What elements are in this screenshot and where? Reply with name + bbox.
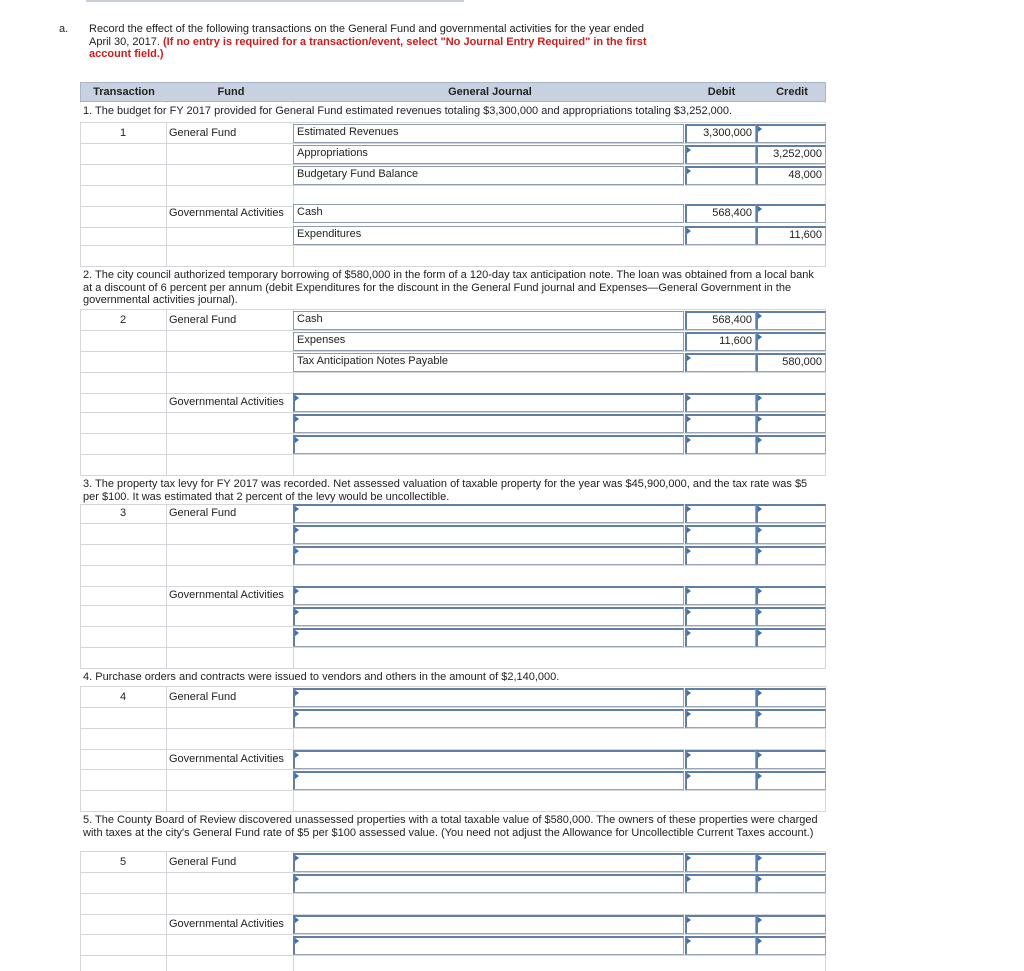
journal-row [80,852,826,873]
debit-field[interactable]: 3,300,000 [685,124,756,143]
credit-field[interactable] [756,586,826,605]
journal-row-empty [80,373,826,394]
journal-row-empty [80,648,826,669]
account-field[interactable] [293,607,684,626]
transaction-number: 2 [119,314,127,326]
fund-label: Governmental Activities [169,589,284,601]
account-field[interactable]: Cash [293,204,684,223]
credit-field[interactable]: 3,252,000 [756,145,826,164]
debit-field[interactable] [685,166,756,185]
fund-label: Governmental Activities [169,396,284,408]
credit-field[interactable] [756,771,826,790]
debit-field[interactable] [685,750,756,769]
journal-row-empty [80,246,826,267]
journal-row-empty [80,566,826,587]
credit-field[interactable]: 48,000 [756,166,826,185]
transaction-number: 1 [119,127,127,139]
transaction-2-description: 2. The city council authorized temporary borrowing of $580,000 in the form of a 120-day tax anticipation note. The loan was obtained from a local bank at a discount of 6 percent per annum (debit Expenditures for the discount in the General Fund journal and Expenses—General Government in the governmental activities journal). [80,267,826,310]
debit-field[interactable] [685,435,756,454]
journal-row [80,770,826,791]
account-field[interactable] [293,915,684,934]
transaction-1-description: 1. The budget for FY 2017 provided for General Fund estimated revenues totaling $3,300,000 and appropriations totaling $3,252,000. [80,103,826,123]
journal-row [80,203,826,224]
debit-field[interactable] [685,853,756,872]
account-field[interactable]: Cash [293,311,684,330]
journal-row [80,545,826,566]
debit-field[interactable] [685,504,756,523]
debit-field[interactable] [685,771,756,790]
credit-field[interactable] [756,936,826,955]
account-field[interactable] [293,414,684,433]
credit-field[interactable] [756,915,826,934]
account-field[interactable] [293,853,684,872]
journal-row [80,225,826,246]
credit-field[interactable] [756,311,826,330]
account-field[interactable] [293,750,684,769]
journal-row-empty [80,455,826,476]
credit-field[interactable]: 580,000 [756,353,826,372]
journal-header [80,82,826,102]
debit-field[interactable] [685,607,756,626]
debit-field[interactable] [685,525,756,544]
journal-row [80,935,826,956]
journal-row [80,606,826,627]
journal-row [80,708,826,729]
header-credit: Credit [776,86,808,98]
account-field[interactable]: Expenditures [293,226,684,245]
debit-field[interactable] [685,586,756,605]
question-label: a. [59,23,69,35]
account-field[interactable]: Estimated Revenues [293,124,684,143]
account-field[interactable] [293,628,684,647]
account-field[interactable]: Appropriations [293,145,684,164]
account-field[interactable] [293,435,684,454]
journal-row [80,627,826,648]
header-debit: Debit [707,86,736,98]
debit-field[interactable]: 568,400 [685,311,756,330]
journal-row [80,144,826,165]
credit-field[interactable] [756,688,826,707]
journal-row [80,413,826,434]
fund-label: Governmental Activities [169,918,284,930]
credit-field[interactable] [756,504,826,523]
account-field[interactable] [293,546,684,565]
debit-field[interactable] [685,709,756,728]
debit-field[interactable] [685,393,756,412]
journal-row [80,352,826,373]
debit-field[interactable] [685,353,756,372]
journal-row [80,749,826,770]
transaction-number: 4 [119,691,127,703]
credit-field[interactable]: 11,600 [756,226,826,245]
journal-row [80,165,826,186]
debit-field[interactable]: 11,600 [685,332,756,351]
debit-field[interactable] [685,226,756,245]
transaction-4-description: 4. Purchase orders and contracts were issued to vendors and others in the amount of $2,140,000. [80,669,826,687]
account-field[interactable]: Budgetary Fund Balance [293,166,684,185]
fund-label: Governmental Activities [169,753,284,765]
journal-row [80,524,826,545]
account-field[interactable] [293,771,684,790]
credit-field[interactable] [756,853,826,872]
journal-row [80,123,826,144]
account-field[interactable] [293,709,684,728]
header-transaction: Transaction [93,86,155,98]
credit-field[interactable] [756,546,826,565]
account-field[interactable] [293,936,684,955]
journal-row-empty [80,894,826,915]
transaction-3-description: 3. The property tax levy for FY 2017 was recorded. Net assessed valuation of taxable property for the year was $45,900,000, and the tax rate was $5 per $100. It was estimated that 2 percent of the levy would be uncollectible. [80,476,826,505]
account-field[interactable]: Tax Anticipation Notes Payable [293,353,684,372]
credit-field[interactable] [756,414,826,433]
transaction-number: 3 [119,507,127,519]
debit-field[interactable] [685,414,756,433]
journal-row [80,914,826,935]
credit-field[interactable] [756,525,826,544]
account-field[interactable] [293,688,684,707]
debit-field[interactable] [685,874,756,893]
credit-field[interactable] [756,874,826,893]
journal-row [80,392,826,413]
journal-row [80,310,826,331]
journal-row [80,434,826,455]
debit-field[interactable] [685,546,756,565]
journal-row [80,331,826,352]
fund-label: General Fund [169,691,237,703]
credit-field[interactable] [756,709,826,728]
journal-row [80,585,826,606]
debit-field[interactable] [685,688,756,707]
credit-field[interactable] [756,607,826,626]
journal-table [80,82,826,971]
instructions [89,23,649,61]
transaction-5-description: 5. The County Board of Review discovered unassessed properties with a total taxable value of $580,000. The owners of these properties were charged with taxes at the city's General Fund rate of $5 per $100 assessed value. (You need not adjust the Allowance for Uncollectible Current Taxes account.) [80,812,826,852]
fund-label: Governmental Activities [169,207,284,219]
debit-field[interactable] [685,915,756,934]
instructions-text: Record the effect of the following transactions on the General Fund and governmental activities for the year ended April 30, 2017. [89,23,645,48]
header-general-journal: General Journal [448,86,532,98]
account-field[interactable] [293,874,684,893]
fund-label: General Fund [169,314,237,326]
credit-field[interactable] [756,750,826,769]
credit-field[interactable] [756,628,826,647]
account-field[interactable] [293,586,684,605]
header-fund: Fund [217,86,245,98]
top-divider [86,0,464,2]
credit-field[interactable] [756,393,826,412]
account-field[interactable] [293,393,684,412]
account-field[interactable] [293,504,684,523]
debit-field[interactable]: 568,400 [685,204,756,223]
credit-field[interactable] [756,435,826,454]
journal-row [80,687,826,708]
account-field[interactable] [293,525,684,544]
fund-label: General Fund [169,127,237,139]
fund-label: General Fund [169,856,237,868]
fund-label: General Fund [169,507,237,519]
journal-row [80,873,826,894]
instructions-note: (If no entry is required for a transaction/event, select "No Journal Entry Required" in the first account field.) [89,35,647,60]
credit-field[interactable] [756,124,826,143]
transaction-number: 5 [119,856,127,868]
account-field[interactable]: Expenses [293,332,684,351]
credit-field[interactable] [756,332,826,351]
debit-field[interactable] [685,628,756,647]
debit-field[interactable] [685,936,756,955]
journal-row-empty [80,791,826,812]
debit-field[interactable] [685,145,756,164]
journal-row [80,503,826,524]
credit-field[interactable] [756,204,826,223]
journal-row-empty [80,729,826,750]
